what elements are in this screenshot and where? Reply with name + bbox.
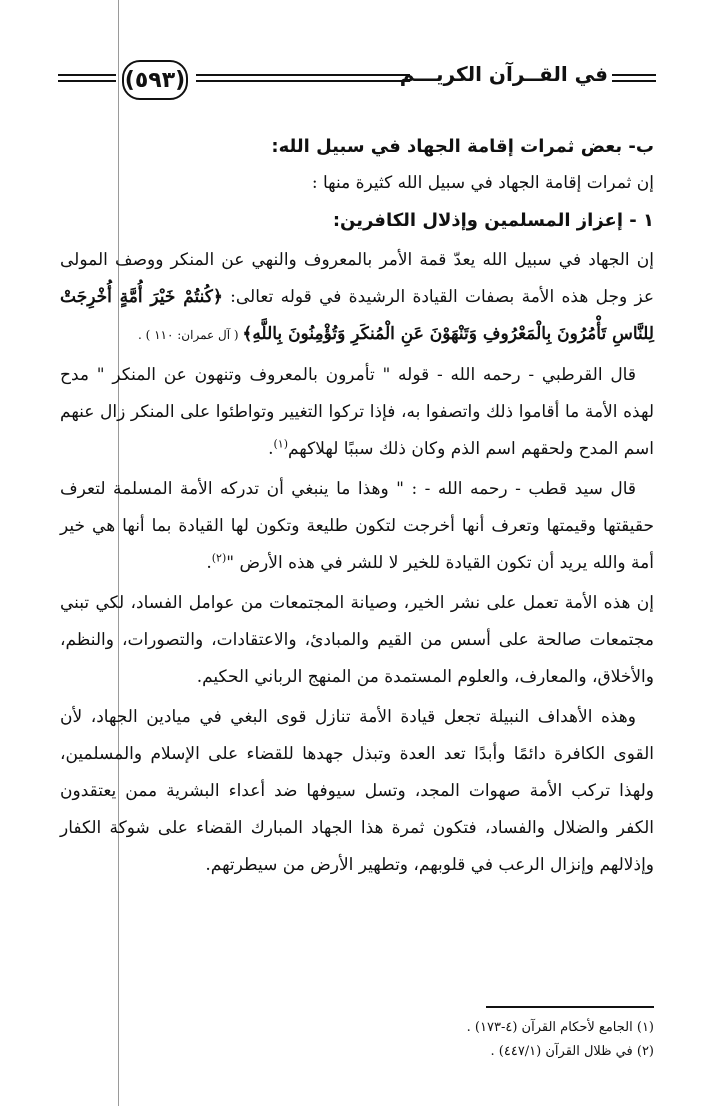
footnote-divider	[486, 1006, 654, 1008]
page-body	[60, 128, 654, 884]
intro-line: إن ثمرات إقامة الجهاد في سبيل الله كثيرة منها :	[311, 173, 654, 193]
running-title: في القــرآن الكريـــم	[399, 62, 608, 86]
paragraph-3-text: قال سيد قطب - رحمه الله - : " وهذا ما ينبغي أن تدركه الأمة المسلمة لتعرف حقيقتها وقيمتها وتعرف أنها أخرجت لتكون طليعة وتكون لها القيادة بما أنها هي خير أمة والله يريد أن تكون القيادة للخير لا للشر في هذه الأرض "	[60, 479, 654, 573]
footnote-ref-1: (١)	[273, 437, 288, 451]
paragraph-3	[60, 471, 654, 582]
paragraph-5: وهذه الأهداف النبيلة تجعل قيادة الأمة تنازل قوى البغي في ميادين الجهاد، لأن القوى الكافرة دائمًا وأبدًا تعد العدة وتبذل جهدها للقضاء على الإسلام والمسلمين، ولهذا تركب الأمة صهوات المجد، وتسل سيوفها ضد أعداء البشرية ممن يعتقدون الكفر والضلال والفساد، فتكون ثمرة هذا الجهاد المبارك القضاء على شوكة الكفار وإذلالهم وإنزال الرعب في قلوبهم، وتطهير الأرض من سيطرتهم.	[60, 707, 654, 875]
section-heading-b: ب- بعض ثمرات إقامة الجهاد في سبيل الله:	[271, 136, 654, 157]
paragraph-1	[60, 242, 654, 354]
header-rule-right	[612, 74, 656, 82]
page-header	[0, 52, 713, 104]
footnotes	[60, 1016, 654, 1064]
paragraph-2-end: .	[268, 439, 274, 459]
paragraph-4: إن هذه الأمة تعمل على نشر الخير، وصيانة المجتمعات من عوامل الفساد، لكي تبني مجتمعات صالحة على أسس من القيم والمبادئ، والاعتقادات، والتصورات، والنظم، والأخلاق، والمعارف، والعلوم المستمدة من المنهج الرباني الحكيم.	[60, 593, 654, 687]
verse-reference: ( آل عمران: ١١٠ ) .	[137, 328, 243, 342]
header-rule-left	[58, 74, 116, 82]
paragraph-1-text: إن الجهاد في سبيل الله يعدّ قمة الأمر بالمعروف والنهي عن المنكر ووصف المولى عز وجل هذه الأمة بصفات القيادة الرشيدة في قوله تعالى:	[60, 250, 654, 307]
section-heading-1: ١ - إعزاز المسلمين وإذلال الكافرين:	[332, 210, 654, 231]
footnote-1: (١) الجامع لأحكام القرآن (٤-١٧٣) .	[466, 1020, 654, 1035]
paragraph-2-text: قال القرطبي - رحمه الله - قوله " تأمرون بالمعروف وتنهون عن المنكر " مدح لهذه الأمة ما أقاموا ذلك واتصفوا به، فإذا تركوا التغيير وتواطئوا على المنكر زال عنهم اسم المدح ولحقهم اسم الذم وكان ذلك سببًا لهلاكهم	[60, 365, 654, 459]
page-number: (٥٩٣)	[122, 60, 188, 100]
footnote-2: (٢) في ظلال القرآن (٤٤٧/١) .	[490, 1044, 654, 1059]
quran-verse: ﴿كُنتُمْ خَيْرَ أُمَّةٍ أُخْرِجَتْ لِلنَّاسِ تَأْمُرُونَ بِالْمَعْرُوفِ وَتَنْهَوْنَ عَنِ الْمُنكَرِ وَتُؤْمِنُونَ بِاللَّهِ﴾	[60, 287, 654, 344]
footnote-ref-2: (٢)	[211, 551, 227, 565]
paragraph-3-end: .	[206, 553, 212, 573]
header-rule-middle	[196, 74, 410, 82]
paragraph-2	[60, 357, 654, 468]
